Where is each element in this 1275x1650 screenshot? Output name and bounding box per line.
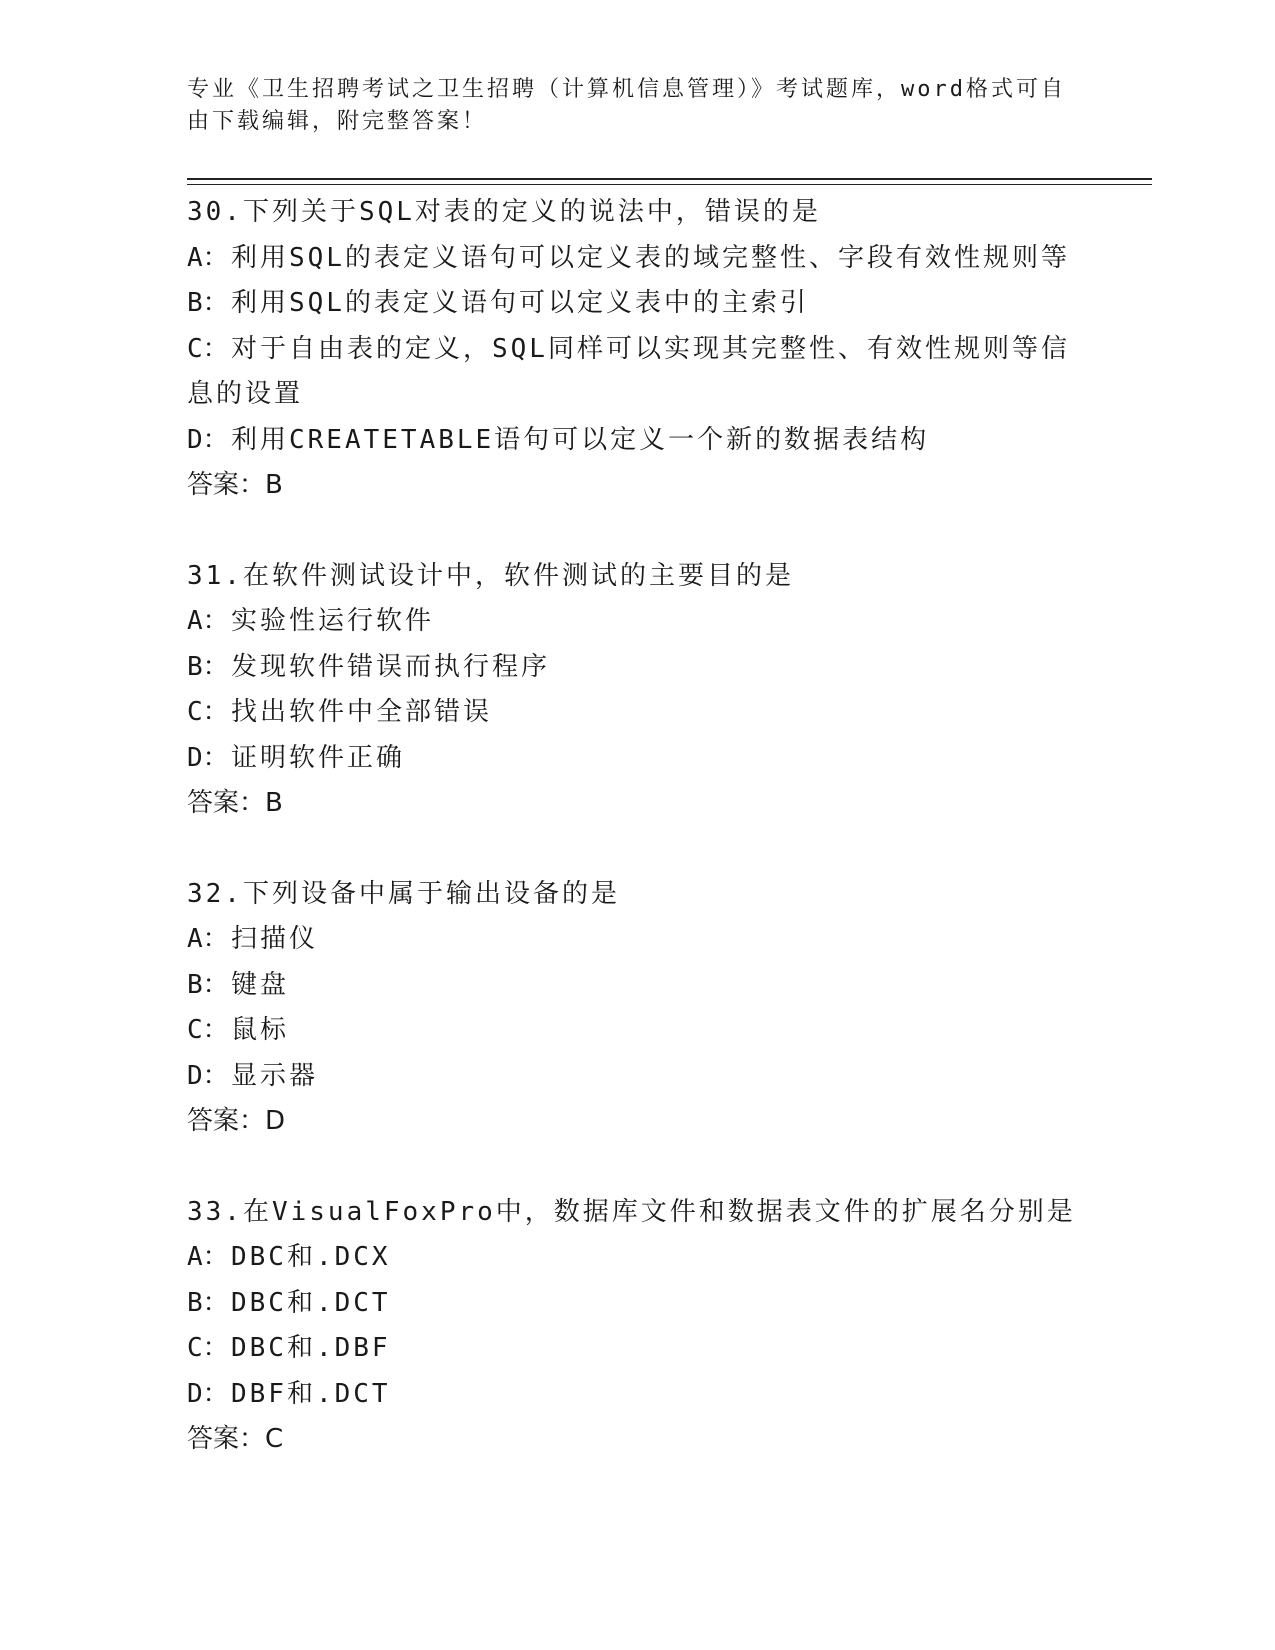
option-text: 证明软件正确 <box>231 742 406 773</box>
option-text: 利用CREATETABLE语句可以定义一个新的数据表结构 <box>231 424 930 455</box>
question-item <box>187 554 1087 827</box>
option-key: B： <box>187 1287 229 1318</box>
option-d <box>187 418 1087 464</box>
question-list <box>187 190 1087 1463</box>
question-stem: 32.下列设备中属于输出设备的是 <box>187 878 620 909</box>
option-c <box>187 690 1087 736</box>
option-b <box>187 645 1087 691</box>
option-key: D： <box>187 742 229 773</box>
option-text: 实验性运行软件 <box>231 606 435 636</box>
option-d <box>187 1054 1087 1100</box>
option-text: 扫描仪 <box>231 924 319 954</box>
option-text: 显示器 <box>231 1060 319 1091</box>
option-text: 利用SQL的表定义语句可以定义表的域完整性、字段有效性规则等 <box>231 242 1070 273</box>
option-key: C： <box>187 1333 229 1363</box>
option-key: A： <box>187 924 229 954</box>
option-text: 利用SQL的表定义语句可以定义表中的主索引 <box>231 288 809 318</box>
option-text: 对于自由表的定义，SQL同样可以实现其完整性、有效性规则等信息的设置 <box>187 333 1070 409</box>
option-key: B： <box>187 288 229 318</box>
option-key: C： <box>187 333 229 364</box>
answer-line: 答案：D <box>187 1106 286 1136</box>
option-c <box>187 1008 1087 1054</box>
question-item <box>187 190 1087 509</box>
option-key: D： <box>187 1378 229 1409</box>
option-key: B： <box>187 651 229 682</box>
option-text: DBC和.DBF <box>231 1333 391 1363</box>
option-b <box>187 1281 1087 1327</box>
option-text: 键盘 <box>231 969 290 1000</box>
answer-line: 答案：C <box>187 1424 284 1454</box>
option-d <box>187 736 1087 782</box>
header-divider-thin <box>187 184 1152 185</box>
option-key: C： <box>187 1015 229 1045</box>
option-key: C： <box>187 697 229 727</box>
option-c <box>187 327 1087 418</box>
option-a <box>187 599 1087 645</box>
option-key: A： <box>187 242 229 273</box>
option-a <box>187 917 1087 963</box>
document-header: 专业《卫生招聘考试之卫生招聘（计算机信息管理）》考试题库，word格式可自由下载编辑，附完整答案！ <box>187 77 1066 134</box>
option-key: A： <box>187 606 229 636</box>
question-stem: 30.下列关于SQL对表的定义的说法中，错误的是 <box>187 197 821 227</box>
option-a <box>187 1235 1087 1281</box>
header-divider-thick <box>187 178 1152 180</box>
question-item <box>187 1190 1087 1463</box>
option-key: B： <box>187 969 229 1000</box>
answer-line: 答案：B <box>187 470 283 500</box>
option-a <box>187 236 1087 282</box>
option-d <box>187 1372 1087 1418</box>
option-text: DBF和.DCT <box>231 1378 391 1409</box>
option-text: 找出软件中全部错误 <box>231 697 493 727</box>
option-text: 发现软件错误而执行程序 <box>231 651 551 682</box>
option-text: DBC和.DCT <box>231 1287 391 1318</box>
option-key: D： <box>187 1060 229 1091</box>
option-key: D： <box>187 424 229 455</box>
option-b <box>187 281 1087 327</box>
question-stem: 31.在软件测试设计中，软件测试的主要目的是 <box>187 560 794 591</box>
option-c <box>187 1326 1087 1372</box>
option-text: 鼠标 <box>231 1015 290 1045</box>
option-text: DBC和.DCX <box>231 1242 391 1272</box>
option-b <box>187 963 1087 1009</box>
answer-line: 答案：B <box>187 788 283 818</box>
option-key: A： <box>187 1242 229 1272</box>
question-item <box>187 872 1087 1145</box>
question-stem: 33.在VisualFoxPro中，数据库文件和数据表文件的扩展名分别是 <box>187 1196 1076 1227</box>
